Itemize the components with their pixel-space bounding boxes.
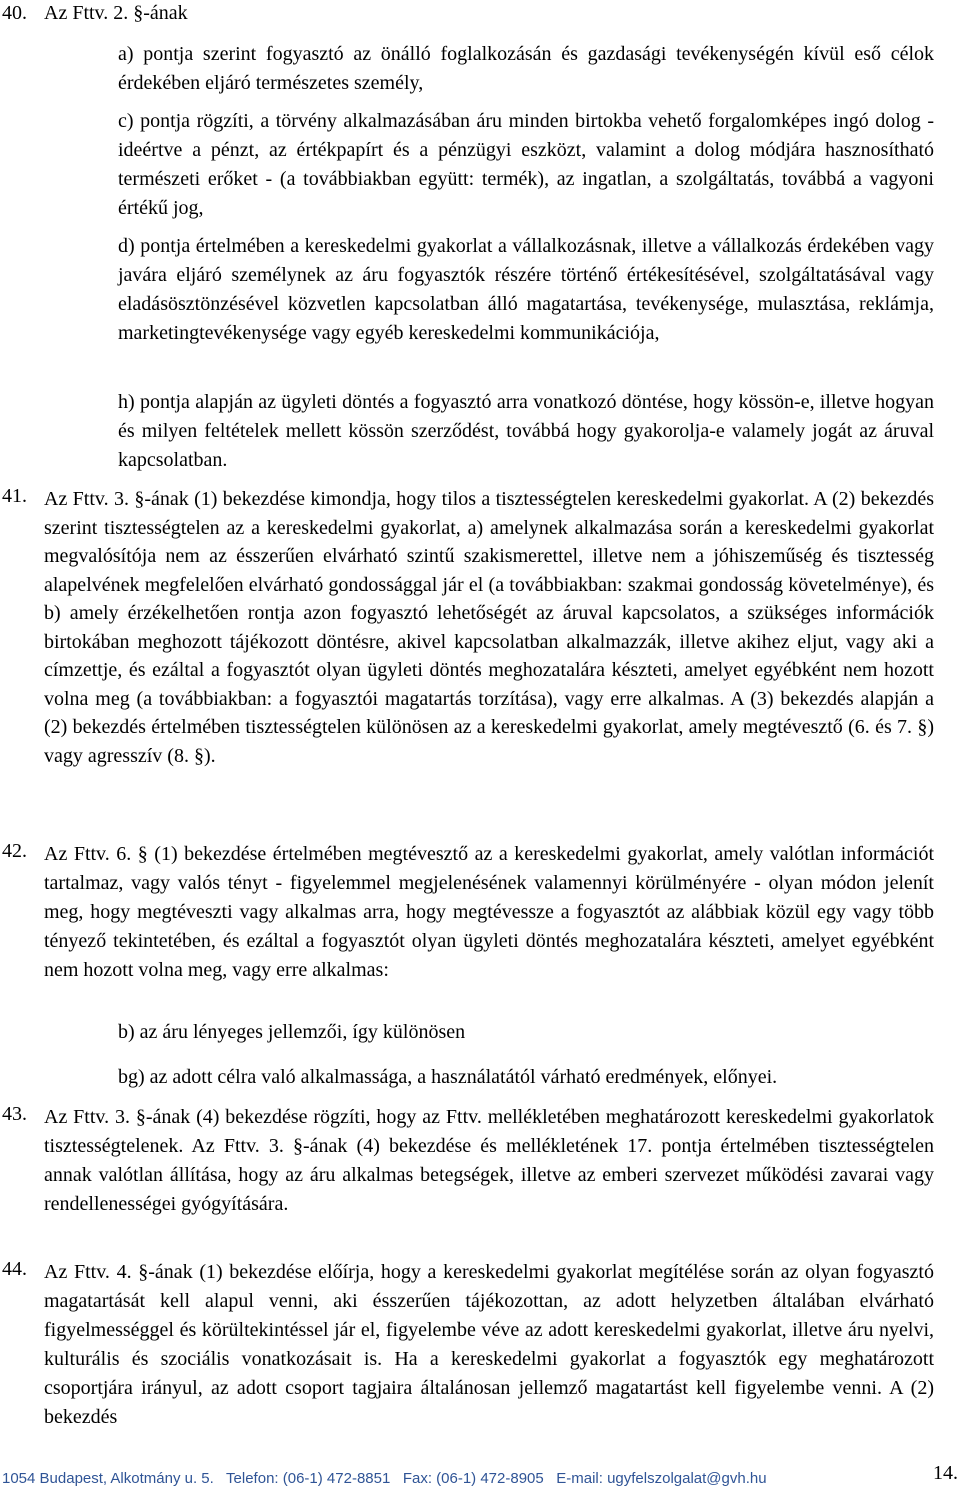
list-item-h [118,388,934,475]
list-item-c [118,107,934,223]
page-number: 14. [933,1462,958,1484]
list-item-a [118,40,934,98]
paragraph-lead: Az Fttv. 2. §-ának [44,2,188,24]
list-item-d [118,232,934,348]
list-item-text: d) pontja értelmében a kereskedelmi gyakorlat a vállalkozásnak, illetve a vállalkozás érdekében vagy javára eljáró személynek az áru fogyasztók részére történő értékesítésével, szolgáltatásával vagy eladásösztönzésével közvetlen kapcsolatban álló magatartása, tevékenysége, mulasztása, reklámja, marketingtevékenysége vagy egyéb kereskedelmi kommunikációja, [118,235,934,344]
list-item-b: b) az áru lényeges jellemzői, így különösen [118,1021,466,1043]
paragraph-text: Az Fttv. 3. §-ának (4) bekezdése rögzíti, hogy az Fttv. mellékletében meghatározott kereskedelmi gyakorlatok tisztességtelenek. Az Fttv. 3. §-ának (4) bekezdése és mellékletének 17. pontja értelmében tisztességtelen annak valótlan állítása, hogy az áru alkalmas betegségek, illetve az emberi szervezet működési zavarai vagy rendellenességei gyógyítására. [44,1106,934,1215]
paragraph-text: Az Fttv. 6. § (1) bekezdése értelmében megtévesztő az a kereskedelmi gyakorlat, amely valótlan információt tartalmaz, vagy valós tényt - figyelemmel megjelenésének valamennyi körülményére - olyan módon jelenít meg, hogy megtéveszti vagy alkalmas arra, hogy megtévessze a fogyasztót az alábbiak közül egy vagy több tényező tekintetében, és ezáltal a fogyasztót olyan ügyleti döntés meghozatalára készteti, amelyet egyébként nem hozott volna meg, vagy erre alkalmas: [44,843,934,981]
list-item-text: h) pontja alapján az ügyleti döntés a fogyasztó arra vonatkozó döntése, hogy kössön-e, illetve hogyan és milyen feltételek mellett kössön szerződést, továbbá hogy gyakorolja-e valamely jogát az áruval kapcsolatban. [118,391,934,471]
paragraph-number: 41. [2,485,27,507]
paragraph-number: 43. [2,1103,27,1125]
footer-address: 1054 Budapest, Alkotmány u. 5. Telefon: (06-1) 472-8851 Fax: (06-1) 472-8905 E-mail: ugyfelszolgalat@gvh.hu [2,1470,767,1487]
list-item-bg: bg) az adott célra való alkalmassága, a használatától várható eredmények, előnyei. [118,1066,778,1088]
paragraph-number: 42. [2,840,27,862]
paragraph-text: Az Fttv. 4. §-ának (1) bekezdése előírja, hogy a kereskedelmi gyakorlat megítélése során az olyan fogyasztó magatartását kell alapul venni, aki ésszerűen tájékozottan, az adott helyzetben általában elvárható figyelmességgel és körültekintéssel jár el, figyelembe véve az adott kereskedelmi gyakorlat, illetve áru nyelvi, kulturális és szociális vonatkozásait is. Ha a kereskedelmi gyakorlat a fogyasztók egy meghatározott csoportjára irányul, az adott csoport tagjaira általánosan jellemző magatartást kell figyelembe venni. A (2) bekezdés [44,1261,934,1428]
list-item-text: c) pontja rögzíti, a törvény alkalmazásában áru minden birtokba vehető forgalomképes ingó dolog - ideértve a pénzt, az értékpapírt és a pénzügyi eszközt, valamint a dolog módjára hasznosítható természeti erőket - (a továbbiakban együtt: termék), az ingatlan, a szolgáltatás, továbbá a vagyoni értékű jog, [118,110,934,219]
paragraph-number: 44. [2,1258,27,1280]
paragraph-number: 40. [2,2,27,24]
paragraph-text: Az Fttv. 3. §-ának (1) bekezdése kimondja, hogy tilos a tisztességtelen kereskedelmi gyakorlat. A (2) bekezdés szerint tisztességtelen az a kereskedelmi gyakorlat, a) amelynek alkalmazása során a kereskedelmi gyakorlat megvalósítója nem az ésszerűen elvárható szintű szakismerettel, illetve nem a jóhiszeműség és tisztesség alapelvének megfelelően elvárható gondossággal jár el (a továbbiakban: szakmai gondosság követelménye), és b) amely érzékelhetően rontja azon fogyasztó lehetőségét az áruval kapcsolatos, a szükséges információk birtokában meghozott tájékozott döntésre, akivel kapcsolatban alkalmazzák, illetve akihez eljut, vagy aki a címzettje, és ezáltal a fogyasztót olyan ügyleti döntés meghozatalára készteti, amelyet egyébként nem hozott volna meg (a továbbiakban: a fogyasztói magatartás torzítása), vagy erre alkalmas. A (3) bekezdés alapján a (2) bekezdés értelmében tisztességtelen különösen az a kereskedelmi gyakorlat, amely megtévesztő (6. és 7. §) vagy agresszív (8. §). [44,488,934,767]
list-item-text: a) pontja szerint fogyasztó az önálló foglalkozásán és gazdasági tevékenységén kívül eső célok érdekében eljáró természetes személy, [118,43,934,94]
